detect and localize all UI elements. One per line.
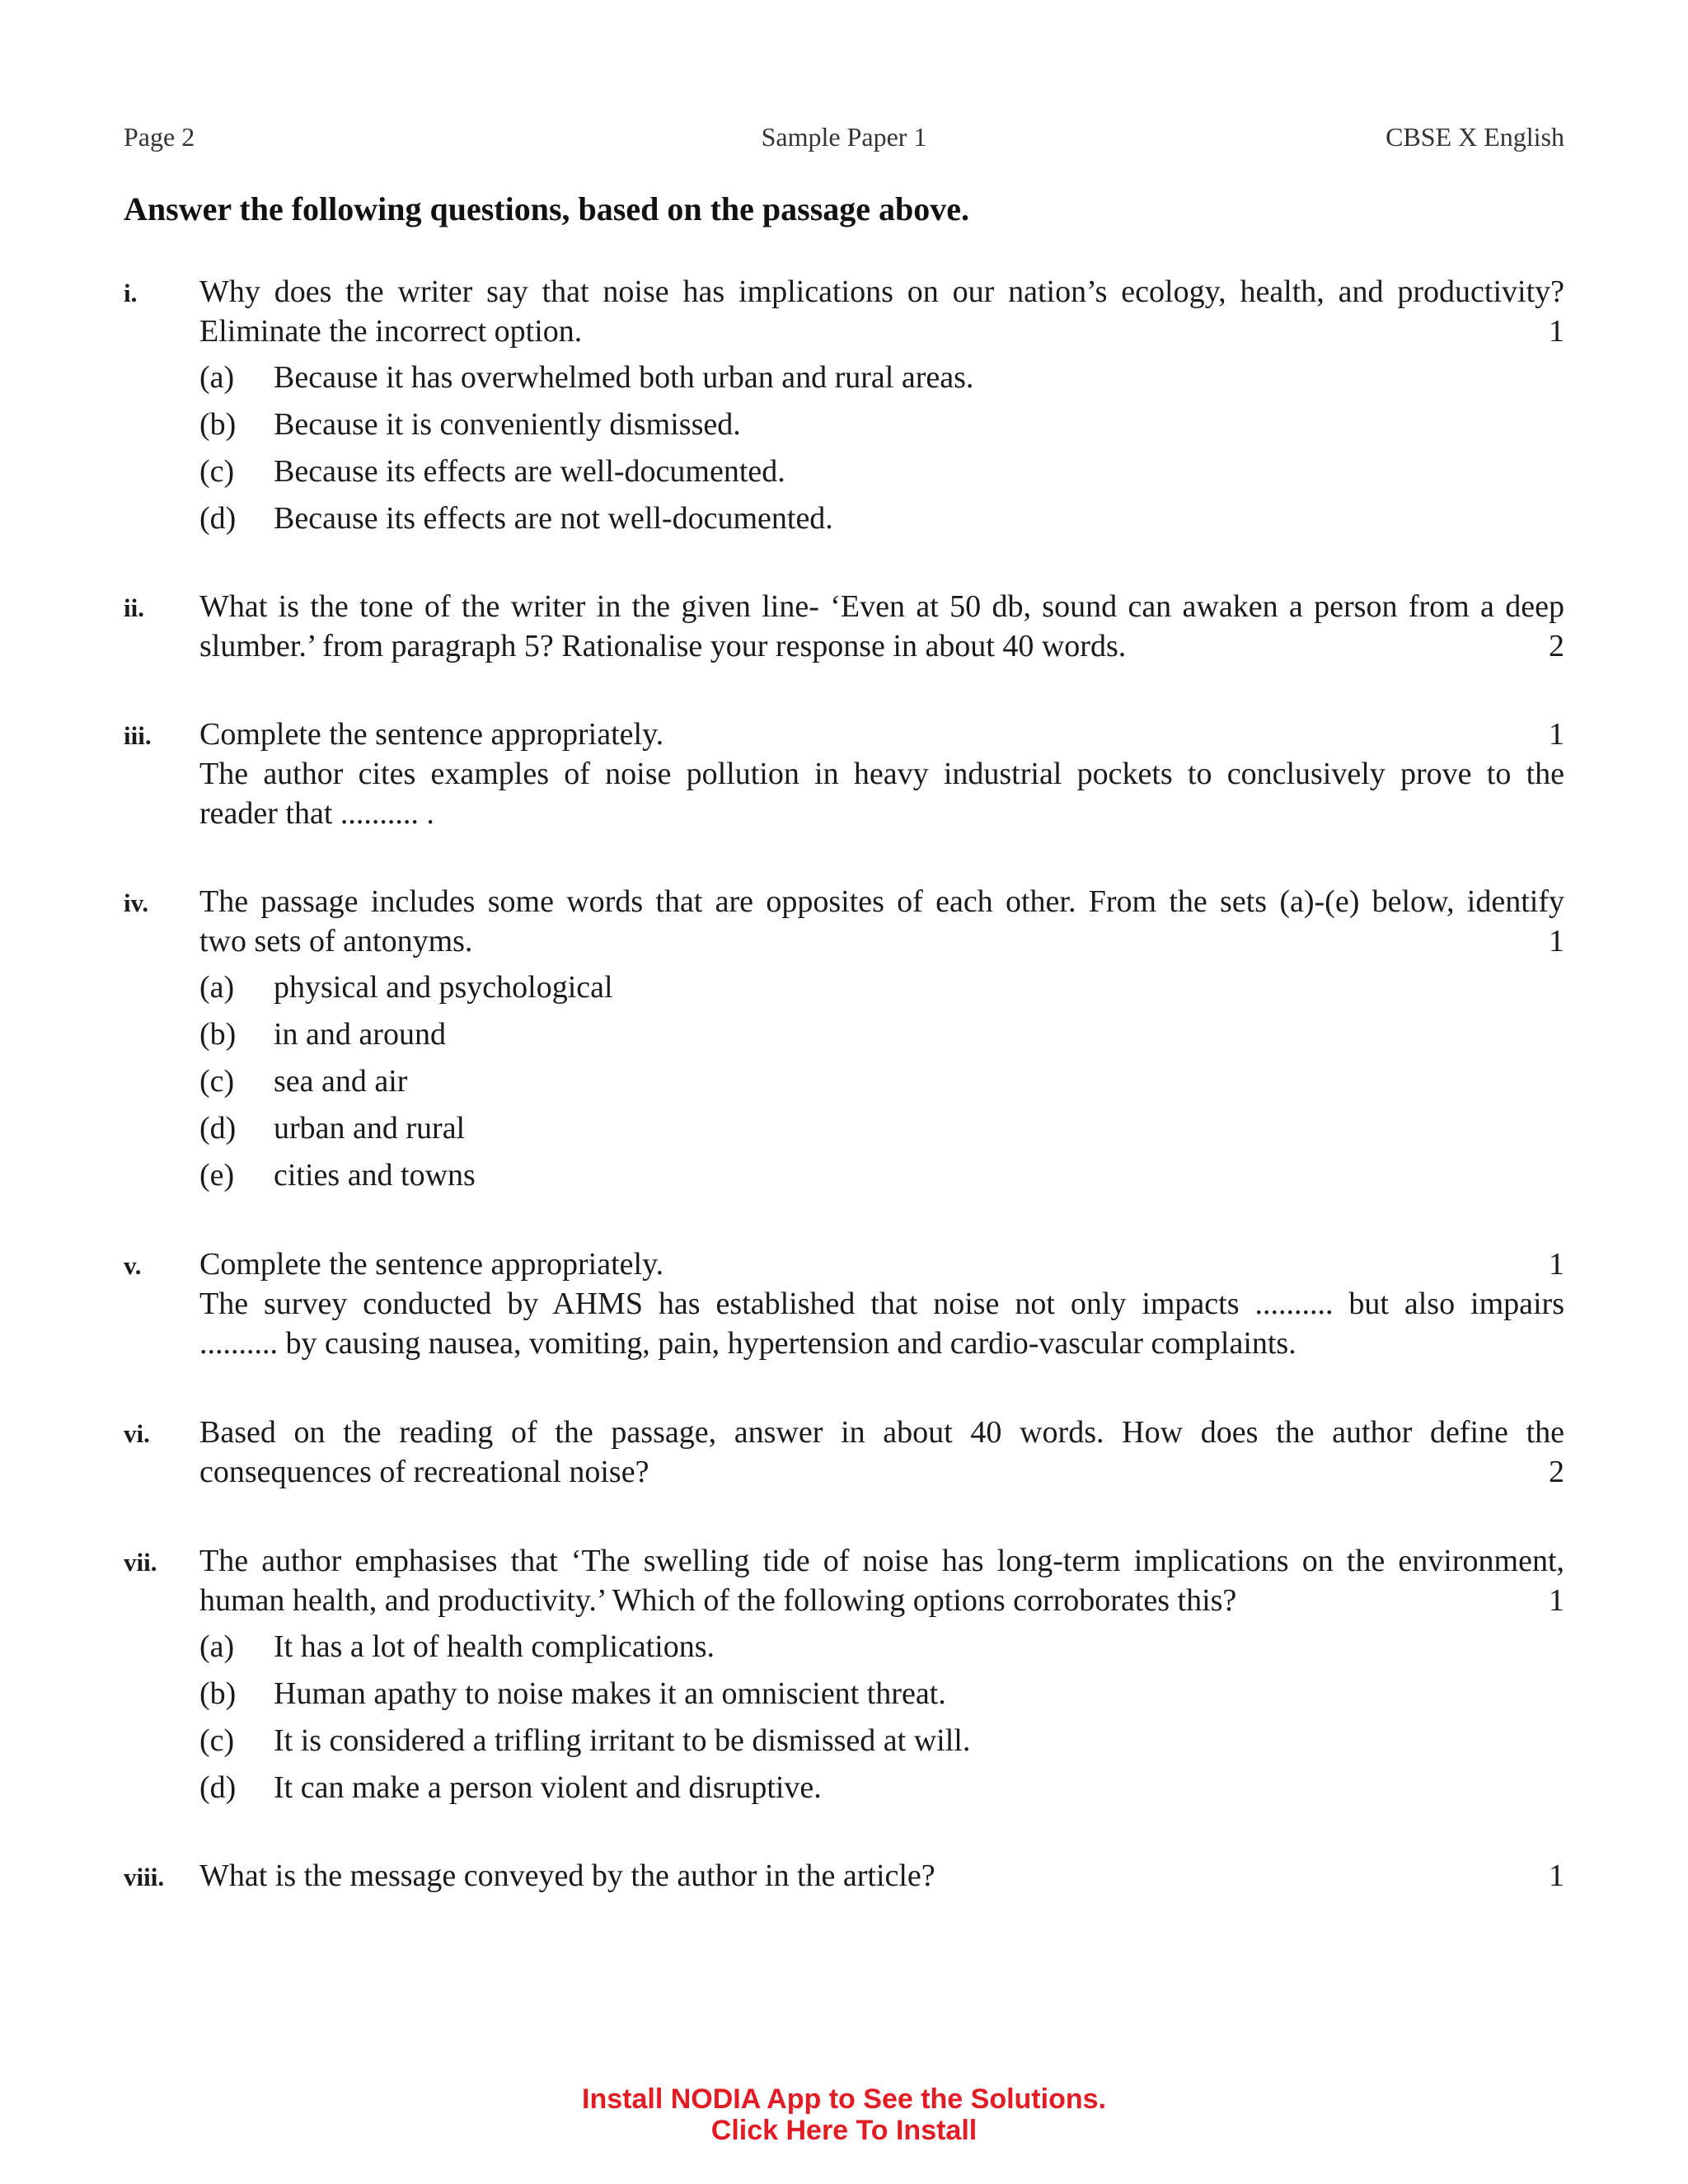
question-number: iii.	[124, 721, 152, 750]
question-text-line: .......... by causing nausea, vomiting, pain, hypertension and cardio-vascular complaints.	[199, 1326, 1296, 1361]
install-app-banner[interactable]	[0, 2083, 1688, 2146]
question-text-line: consequences of recreational noise? 2	[199, 1452, 1564, 1492]
paper-title: Sample Paper 1	[761, 122, 927, 152]
question-number: v.	[124, 1251, 142, 1280]
question-text-line: The author emphasises that ‘The swelling tide of noise has long-term implications on the environment,	[199, 1544, 1564, 1578]
question-number: ii.	[124, 593, 144, 622]
question-number: iv.	[124, 888, 149, 917]
question-text-line: The author cites examples of noise pollution in heavy industrial pockets to conclusively prove to the	[199, 757, 1564, 791]
question-marks: 2	[1549, 1455, 1564, 1489]
option-a: (a) physical and psychological	[199, 970, 613, 1005]
click-to-install-link[interactable]: Click Here To Install	[710, 2115, 978, 2146]
question-marks: 1	[1549, 1858, 1564, 1893]
option-d: (d) It can make a person violent and disruptive.	[199, 1770, 822, 1805]
option-b: (b) in and around	[199, 1017, 446, 1052]
question-iii	[124, 715, 1564, 833]
question-marks: 1	[1549, 924, 1564, 958]
page-header	[124, 122, 1564, 158]
question-vi	[124, 1413, 1564, 1492]
option-a: (a) It has a lot of health complications.	[199, 1629, 715, 1664]
question-text-line: two sets of antonyms. 1	[199, 921, 1564, 961]
option-a: (a) Because it has overwhelmed both urban and rural areas.	[199, 360, 974, 395]
question-vii	[124, 1541, 1564, 1811]
question-text-line: Why does the writer say that noise has implications on our nation’s ecology, health, and productivity?	[199, 274, 1564, 309]
question-text-line: Based on the reading of the passage, answer in about 40 words. How does the author define the	[199, 1415, 1564, 1450]
question-marks: 2	[1549, 629, 1564, 663]
question-text-line: The passage includes some words that are opposites of each other. From the sets (a)-(e) below, identify	[199, 884, 1564, 919]
question-v	[124, 1244, 1564, 1363]
question-iv	[124, 882, 1564, 1199]
question-marks: 1	[1549, 717, 1564, 752]
option-b: (b) Human apathy to noise makes it an omniscient threat.	[199, 1676, 946, 1711]
option-c: (c) It is considered a trifling irritant to be dismissed at will.	[199, 1723, 971, 1758]
install-app-text[interactable]: Install NODIA App to See the Solutions.	[582, 2083, 1106, 2115]
option-c: (c) sea and air	[199, 1064, 408, 1099]
question-marks: 1	[1549, 314, 1564, 349]
option-d: (d) Because its effects are not well-documented.	[199, 501, 833, 536]
question-text-line: Complete the sentence appropriately. 1	[199, 715, 1564, 754]
question-text-line: The survey conducted by AHMS has established that noise not only impacts .......... but also impairs	[199, 1286, 1564, 1321]
question-text-line: reader that .......... .	[199, 796, 434, 831]
option-d: (d) urban and rural	[199, 1111, 466, 1146]
question-number: viii.	[124, 1863, 165, 1891]
question-text-line: Complete the sentence appropriately. 1	[199, 1244, 1564, 1284]
section-heading: Answer the following questions, based on the passage above.	[124, 190, 970, 227]
question-text-line: What is the message conveyed by the author in the article? 1	[199, 1856, 1564, 1896]
question-text-line: Eliminate the incorrect option. 1	[199, 312, 1564, 351]
option-c: (c) Because its effects are well-documented.	[199, 454, 785, 489]
option-b: (b) Because it is conveniently dismissed.	[199, 407, 741, 442]
page-number: Page 2	[124, 122, 195, 152]
question-text-line: slumber.’ from paragraph 5? Rationalise your response in about 40 words. 2	[199, 626, 1564, 666]
question-number: vii.	[124, 1548, 157, 1577]
question-text-line: What is the tone of the writer in the given line- ‘Even at 50 db, sound can awaken a person from a deep	[199, 589, 1564, 624]
question-number: vi.	[124, 1419, 150, 1448]
subject-title: CBSE X English	[1386, 122, 1564, 152]
question-marks: 1	[1549, 1583, 1564, 1618]
question-marks: 1	[1549, 1247, 1564, 1282]
question-text-line: human health, and productivity.’ Which of the following options corroborates this? 1	[199, 1581, 1564, 1620]
question-ii	[124, 587, 1564, 666]
option-e: (e) cities and towns	[199, 1158, 476, 1193]
question-viii	[124, 1856, 1564, 1896]
question-number: i.	[124, 279, 138, 307]
question-i	[124, 272, 1564, 542]
